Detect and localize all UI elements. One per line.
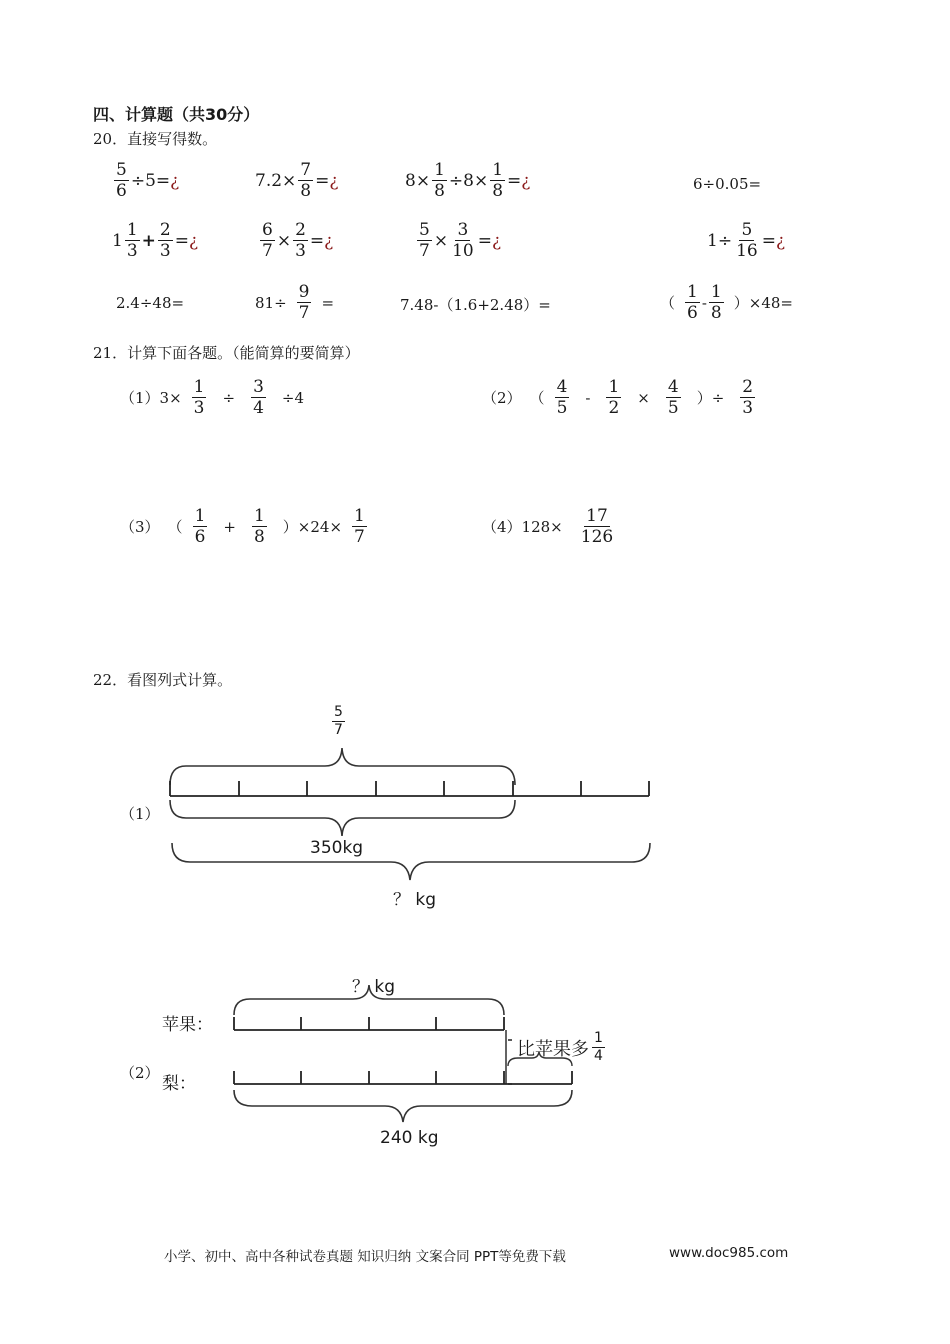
d2-pear-label: 梨： bbox=[162, 1074, 196, 1094]
q20-r1-a: $\frac{5}{6}$ ÷5= ¿ bbox=[116, 160, 180, 201]
d2-pear-ticks bbox=[234, 1071, 572, 1084]
fraction: $\frac{1}{7}$ bbox=[354, 506, 365, 547]
q20-r2-b: $\frac{6}{7}$ × $\frac{2}{3}$ = ¿ bbox=[262, 220, 334, 261]
fraction: $\frac{1}{8}$ bbox=[253, 506, 265, 547]
fraction: $\frac{1}{3}$ bbox=[126, 220, 138, 261]
fraction: $\frac{1}{8}$ bbox=[492, 160, 504, 201]
q20-r3-c: 7.48-（1.6+2.48）= bbox=[400, 296, 551, 314]
d2-total-label: 240 kg bbox=[380, 1128, 439, 1148]
d2-extra-label: 比苹果多 $\frac{1}{4}$ bbox=[517, 1030, 603, 1064]
fraction: $\frac{1}{3}$ bbox=[193, 377, 205, 418]
fraction: $\frac{4}{5}$ bbox=[667, 377, 679, 418]
fraction: $\frac{4}{5}$ bbox=[556, 377, 568, 418]
fraction: $\frac{3}{4}$ bbox=[253, 377, 264, 418]
answer-placeholder: ¿ bbox=[491, 230, 502, 251]
d2-apple-ticks bbox=[234, 1017, 504, 1030]
q21-p2: （2） （ $\frac{4}{5}$ - $\frac{1}{2}$ × $\frac{4}{5}$ ）÷ $\frac{2}{3}$ bbox=[482, 377, 754, 418]
d2-apple-brace bbox=[234, 985, 504, 1015]
q21-p4: （4）128× $\frac{17}{126}$ bbox=[482, 506, 614, 547]
fraction: $\frac{17}{126}$ bbox=[580, 506, 614, 547]
d2-apple-question: ？ kg bbox=[352, 977, 396, 997]
d1-total-label: ？ kg bbox=[393, 890, 437, 910]
fraction: $\frac{2}{3}$ bbox=[159, 220, 171, 261]
q21-p1: （1）3× $\frac{1}{3}$ ÷ $\frac{3}{4}$ ÷4 bbox=[120, 377, 305, 418]
q21-title: 21．计算下面各题。（能简算的要简算） bbox=[93, 344, 360, 362]
d2-apple-label: 苹果： bbox=[162, 1015, 213, 1035]
q21-p3: （3） （ $\frac{1}{6}$ + $\frac{1}{8}$ ）×24× $\frac{1}{7}$ bbox=[120, 506, 365, 547]
fraction: $\frac{5}{16}$ bbox=[736, 220, 758, 261]
q22-d1-label: （1） bbox=[120, 805, 160, 823]
answer-placeholder: ¿ bbox=[775, 230, 786, 251]
q20-r2-a: 1 $\frac{1}{3}$ + $\frac{2}{3}$ = ¿ bbox=[112, 220, 199, 261]
q20-title: 20．直接写得数。 bbox=[93, 130, 218, 148]
d1-bottom-label: 350kg bbox=[310, 838, 364, 858]
answer-placeholder: ¿ bbox=[170, 170, 180, 191]
q22-d2-label: （2） bbox=[120, 1064, 160, 1082]
q20-r2-c: $\frac{5}{7}$ × $\frac{3}{10}$ = ¿ bbox=[419, 220, 502, 261]
fraction: $\frac{1}{8}$ bbox=[710, 282, 722, 323]
section-title: 四、计算题（共30分） bbox=[93, 105, 260, 124]
q20-r3-a: 2.4÷48= bbox=[116, 294, 185, 312]
q20-r1-d: 6÷0.05= bbox=[693, 175, 762, 193]
fraction: $\frac{2}{3}$ bbox=[295, 220, 306, 261]
fraction: $\frac{7}{8}$ bbox=[300, 160, 312, 201]
q20-r3-d: （ $\frac{1}{6}$ - $\frac{1}{8}$ ）×48= bbox=[660, 282, 793, 323]
q20-r1-c: 8× $\frac{1}{8}$ ÷8× $\frac{1}{8}$ = ¿ bbox=[405, 160, 531, 201]
footer-text: 小学、初中、高中各种试卷真题 知识归纳 文案合同 PPT等免费下载 bbox=[164, 1249, 566, 1265]
fraction: $\frac{6}{7}$ bbox=[262, 220, 273, 261]
answer-placeholder: ¿ bbox=[521, 170, 531, 191]
answer-placeholder: ¿ bbox=[329, 170, 339, 191]
fraction: $\frac{1}{6}$ bbox=[687, 282, 698, 323]
q20-r2-d: 1÷ $\frac{5}{16}$ = ¿ bbox=[707, 220, 786, 261]
answer-placeholder: ¿ bbox=[188, 230, 199, 251]
fraction: $\frac{1}{8}$ bbox=[434, 160, 445, 201]
d2-extra-brace bbox=[508, 1052, 572, 1066]
answer-placeholder: ¿ bbox=[324, 230, 334, 251]
fraction: $\frac{2}{3}$ bbox=[742, 377, 754, 418]
q20-r1-b: 7.2× $\frac{7}{8}$ = ¿ bbox=[255, 160, 339, 201]
q22-title: 22．看图列式计算。 bbox=[93, 671, 233, 689]
fraction: $\frac{1}{6}$ bbox=[194, 506, 206, 547]
fraction: $\frac{5}{7}$ bbox=[419, 220, 430, 261]
fraction: $\frac{9}{7}$ bbox=[298, 282, 310, 323]
q20-r3-b: 81÷ $\frac{9}{7}$ = bbox=[255, 282, 335, 323]
footer-url[interactable]: www.doc985.com bbox=[669, 1245, 789, 1261]
fraction: $\frac{1}{2}$ bbox=[608, 377, 620, 418]
d1-top-fraction: $\frac{5}{7}$ bbox=[334, 704, 343, 738]
fraction: $\frac{3}{10}$ bbox=[452, 220, 474, 261]
fraction: $\frac{5}{6}$ bbox=[116, 160, 127, 201]
d2-total-brace bbox=[234, 1090, 572, 1122]
